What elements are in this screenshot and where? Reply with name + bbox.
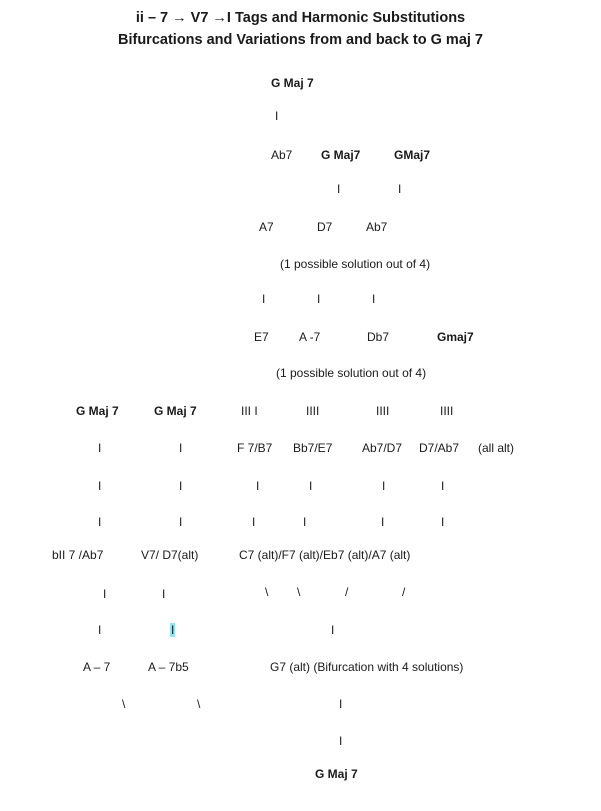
backslash: \ <box>122 697 126 711</box>
chord-ab7: Ab7 <box>366 220 388 234</box>
left-col1-top: G Maj 7 <box>76 404 119 418</box>
bar: I <box>339 697 343 711</box>
final-chord: G Maj 7 <box>315 767 358 781</box>
chord-ab7: Ab7 <box>271 148 293 162</box>
bar: I <box>317 292 321 306</box>
backslash: \ <box>197 697 201 711</box>
root-chord: G Maj 7 <box>271 76 314 90</box>
backslash: \ <box>265 585 269 599</box>
chord-gmaj7-c: Gmaj7 <box>437 330 474 344</box>
bar: I <box>179 515 183 529</box>
bar: I <box>103 587 107 601</box>
bar: I <box>179 441 183 455</box>
bar: I <box>331 623 335 637</box>
chord-gmaj7-b: GMaj7 <box>394 148 431 162</box>
chord-pair: Bb7/E7 <box>293 441 333 455</box>
left-col2-bottom: A – 7b5 <box>148 660 189 674</box>
all-alt-note: (all alt) <box>478 441 515 455</box>
chord-a7: A7 <box>259 220 274 234</box>
bar: I <box>309 479 313 493</box>
bar: I <box>98 479 102 493</box>
bar: I <box>179 479 183 493</box>
title-line-2: Bifurcations and Variations from and back to G maj 7 <box>118 32 483 48</box>
bar: I <box>339 734 343 748</box>
highlight-mark: I <box>171 623 175 637</box>
slash: / <box>402 585 406 599</box>
bar: I <box>98 623 102 637</box>
tick-group: IIII <box>440 404 454 418</box>
g7-alt-line: G7 (alt) (Bifurcation with 4 solutions) <box>270 660 464 674</box>
bar: I <box>398 182 402 196</box>
left-col2-top: G Maj 7 <box>154 404 197 418</box>
tick-group: IIII <box>376 404 390 418</box>
bar: I <box>256 479 260 493</box>
chord-e7: E7 <box>254 330 269 344</box>
bar-highlighted <box>170 623 175 637</box>
chord-d7: D7 <box>317 220 333 234</box>
left-col1-bottom: A – 7 <box>83 660 111 674</box>
chord-db7: Db7 <box>367 330 390 344</box>
slash: / <box>345 585 349 599</box>
tick-group: IIII <box>306 404 320 418</box>
chord-pair: D7/Ab7 <box>419 441 460 455</box>
chord-a-7: A -7 <box>299 330 321 344</box>
backslash: \ <box>297 585 301 599</box>
bar: I <box>441 479 445 493</box>
note: (1 possible solution out of 4) <box>280 257 431 271</box>
bar: I <box>98 441 102 455</box>
chord-gmaj7: G Maj7 <box>321 148 361 162</box>
bar: I <box>252 515 256 529</box>
title-line-1: ii – 7 → V7 →I Tags and Harmonic Substitutions <box>135 10 466 26</box>
bar: I <box>262 292 266 306</box>
left-col2-mid: V7/ D7(alt) <box>141 548 199 562</box>
bar: I <box>381 515 385 529</box>
note: (1 possible solution out of 4) <box>276 366 427 380</box>
tick-group: III I <box>241 404 258 418</box>
bar: I <box>303 515 307 529</box>
bar: I <box>98 515 102 529</box>
bar: I <box>372 292 376 306</box>
chord-pair: Ab7/D7 <box>362 441 403 455</box>
bar: I <box>441 515 445 529</box>
bar: I <box>162 587 166 601</box>
alt-chords-line: C7 (alt)/F7 (alt)/Eb7 (alt)/A7 (alt) <box>239 548 411 562</box>
chord-pair: F 7/B7 <box>237 441 273 455</box>
bar: I <box>275 109 279 123</box>
bar: I <box>382 479 386 493</box>
bar: I <box>337 182 341 196</box>
left-col1-mid: bII 7 /Ab7 <box>52 548 104 562</box>
